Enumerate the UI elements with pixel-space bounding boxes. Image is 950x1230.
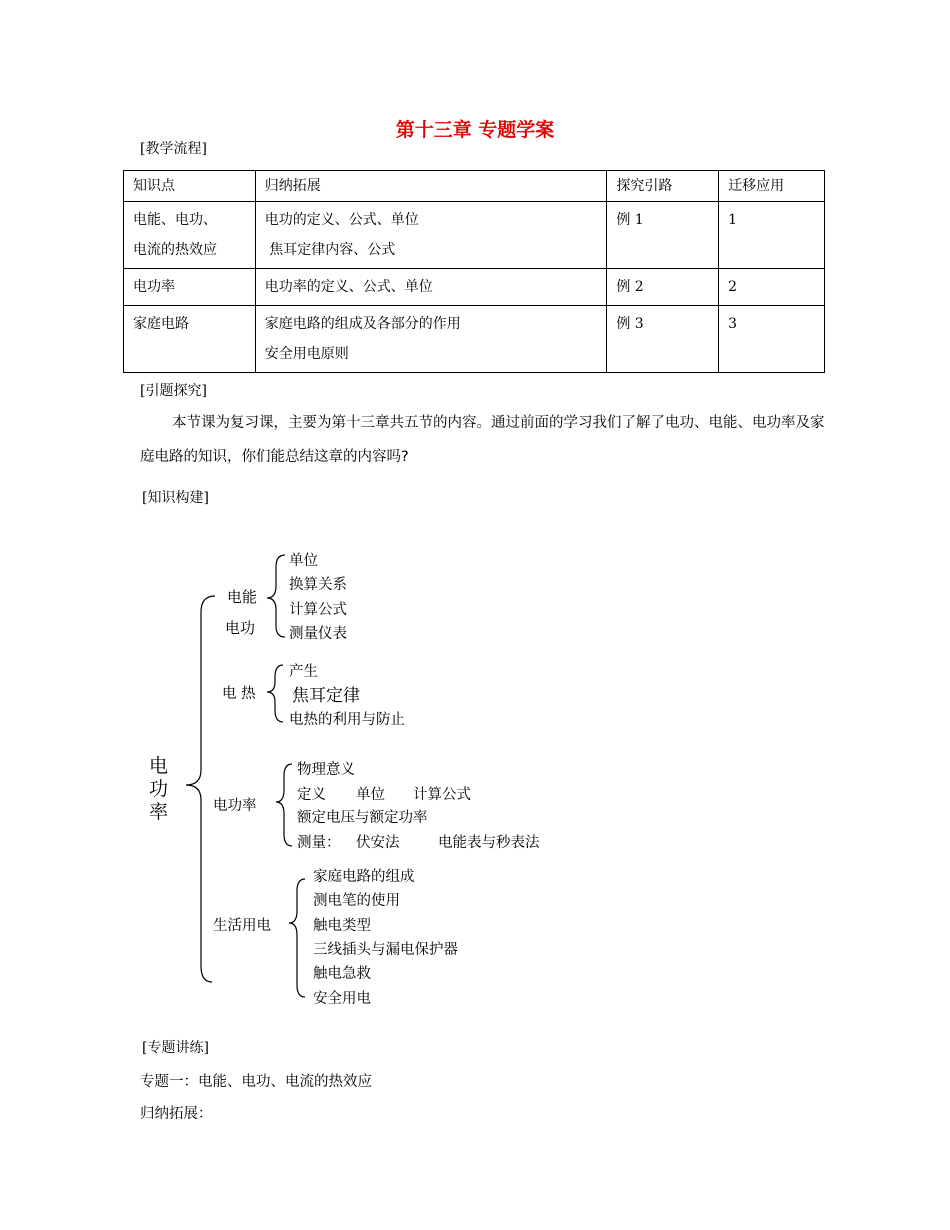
table-cell-example: 例 1	[607, 202, 719, 269]
mindmap-item: 触电类型	[313, 918, 371, 934]
mindmap-item: 额定电压与额定功率	[297, 810, 428, 826]
mindmap-item: 单位	[289, 553, 318, 569]
mindmap-item: 测电笔的使用	[313, 893, 400, 909]
table-cell-apply: 3	[719, 306, 825, 373]
root-char: 电	[149, 755, 169, 777]
table-header-cell: 迁移应用	[719, 171, 825, 202]
root-char: 功	[149, 778, 169, 800]
mindmap-item: 伏安法	[356, 835, 400, 851]
section-intro-heading: [引题探究]	[140, 383, 207, 399]
mindmap-item: 计算公式	[289, 602, 347, 618]
mindmap-item: 单位	[356, 787, 385, 803]
table-cell-apply: 1	[719, 202, 825, 269]
branch-electric-energy: 电能	[227, 588, 258, 606]
mindmap-item: 换算关系	[289, 577, 347, 593]
page-title: 第十三章 专题学案	[395, 119, 555, 141]
table-cell-apply: 2	[719, 269, 825, 306]
mindmap-item: 物理意义	[297, 762, 355, 778]
intro-text-part2: 通过前面的学习我们了解了电功、电能、电功率及家庭电路的知识，你们能总结这章的内容吗?	[140, 415, 825, 465]
table-header-cell: 知识点	[124, 171, 256, 202]
mindmap-item: 计算公式	[413, 787, 471, 803]
mindmap-item: 安全用电	[313, 991, 371, 1007]
table-cell-summary: 家庭电路的组成及各部分的作用 安全用电原则	[255, 306, 607, 373]
section-knowledge-heading: [知识构建]	[142, 490, 209, 506]
branch-electric-power: 电功率	[213, 798, 257, 814]
mindmap-item: 测量仪表	[289, 626, 347, 642]
mindmap-item: 触电急救	[313, 966, 371, 982]
table-cell-topic: 电功率	[124, 269, 256, 306]
branch-electric-heat: 电 热	[222, 686, 256, 702]
brace-household	[289, 879, 305, 997]
table-cell-topic: 电能、电功、 电流的热效应	[124, 202, 256, 269]
topic-one-heading: 专题一：电能、电功、电流的热效应	[140, 1074, 372, 1090]
branch-household-electricity: 生活用电	[213, 918, 271, 934]
mindmap-item: 电能表与秒表法	[438, 835, 540, 851]
brace-electric-power	[276, 764, 292, 846]
branch-electric-work: 电功	[225, 619, 256, 637]
summary-label: 归纳拓展：	[140, 1106, 213, 1122]
table-cell-summary: 电功率的定义、公式、单位	[255, 269, 607, 306]
mindmap-item: 测量：	[297, 835, 341, 851]
mindmap-item: 三线插头与漏电保护器	[313, 942, 458, 958]
section-flow-heading: [教学流程]	[140, 141, 207, 157]
mindmap-item: 电热的利用与防止	[289, 712, 405, 728]
table-header-cell: 归纳拓展	[255, 171, 607, 202]
table-cell-topic: 家庭电路	[124, 306, 256, 373]
table-cell-example: 例 2	[607, 269, 719, 306]
mindmap-item: 定义	[297, 787, 326, 803]
mindmap-item: 焦耳定律	[292, 686, 360, 706]
mindmap-item: 产生	[289, 664, 318, 680]
brace-electric-heat	[267, 665, 283, 722]
section-lecture-heading: [专题讲练]	[142, 1040, 209, 1056]
table-header-cell: 探究引路	[607, 171, 719, 202]
table-cell-example: 例 3	[607, 306, 719, 373]
root-char: 率	[149, 801, 169, 823]
brace-electric-energy	[267, 555, 285, 637]
mindmap-item: 家庭电路的组成	[313, 869, 415, 885]
root-brace	[186, 596, 215, 982]
table-cell-summary: 电功的定义、公式、单位 焦耳定律内容、公式	[255, 202, 607, 269]
intro-text-part1: 本节课为复习课，主要为第十三章共五节的内容。	[172, 415, 491, 431]
